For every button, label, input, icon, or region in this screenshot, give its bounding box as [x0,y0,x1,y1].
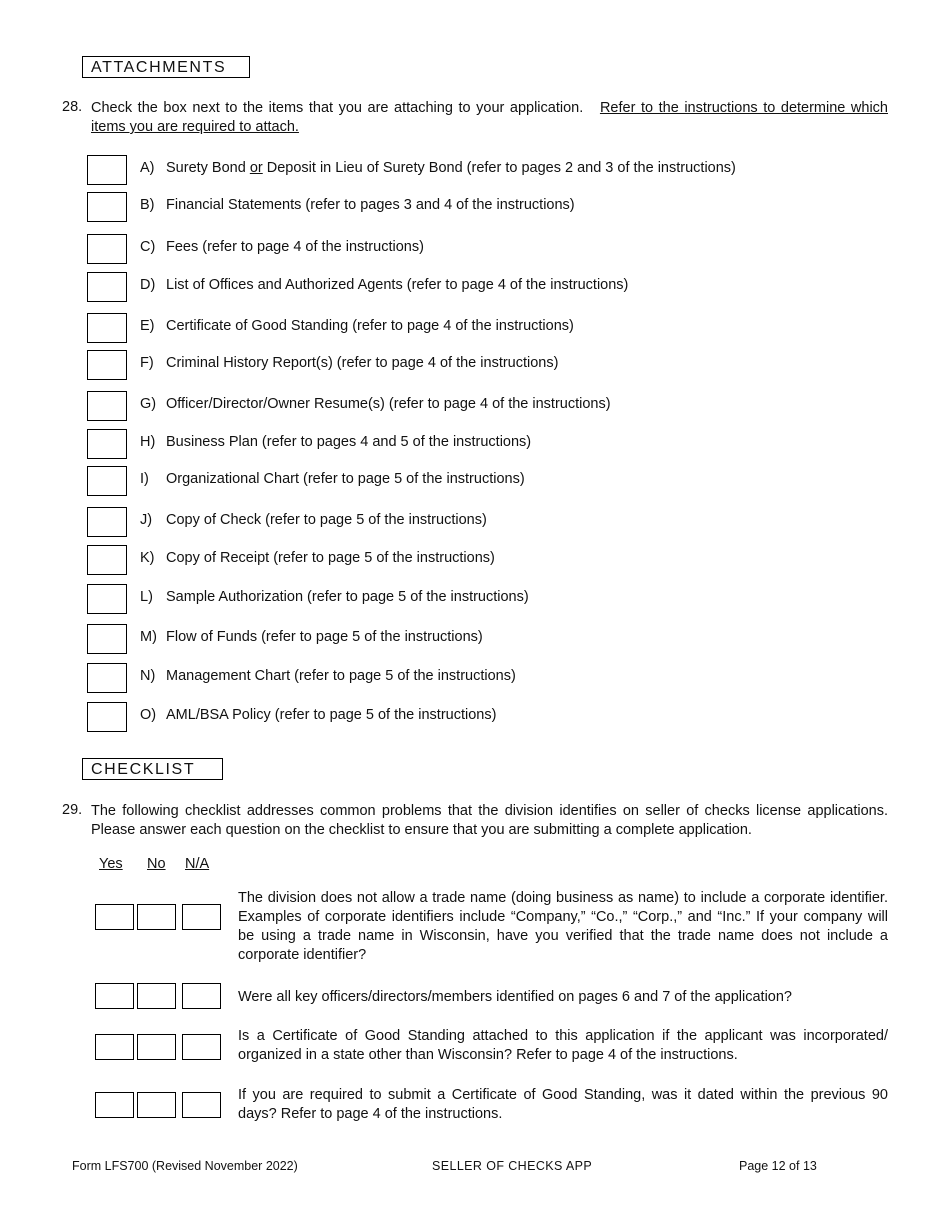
attachment-text: Certificate of Good Standing (refer to page 4 of the instructions) [166,318,574,334]
attachment-checkbox[interactable] [87,702,127,732]
attachment-item [87,155,887,185]
question-28-text [91,99,888,137]
attachment-checkbox[interactable] [87,313,127,343]
column-header-yes: Yes [99,856,123,872]
question-29-number: 29. [62,802,83,818]
attachment-text: Management Chart (refer to page 5 of the instructions) [166,668,516,684]
attachment-label [140,197,575,213]
attachment-text: AML/BSA Policy (refer to page 5 of the instructions) [166,707,497,723]
attachments-section-header: ATTACHMENTS [82,56,250,78]
attachment-letter: B) [140,197,155,213]
checkbox-na[interactable] [182,1034,221,1060]
checkbox-yes[interactable] [95,1034,134,1060]
attachment-label [140,318,574,334]
attachment-checkbox[interactable] [87,584,127,614]
checkbox-no[interactable] [137,1092,176,1118]
attachment-item [87,702,887,732]
attachment-letter: L) [140,589,153,605]
attachment-checkbox[interactable] [87,507,127,537]
attachment-text: Organizational Chart (refer to page 5 of the instructions) [166,471,525,487]
attachment-item [87,663,887,693]
column-header-na: N/A [185,856,210,872]
attachment-letter: N) [140,668,156,684]
attachment-item [87,624,887,654]
checkbox-yes[interactable] [95,904,134,930]
attachment-letter: I) [140,471,149,487]
question-29-text: The following checklist addresses common problems that the division identifies on seller of checks license applications. Please answer each question on the checklist to ensure that you are submitting a complete application. [91,803,888,838]
attachment-checkbox[interactable] [87,624,127,654]
attachment-label [140,589,529,605]
attachment-label [140,629,483,645]
attachment-letter: K) [140,550,155,566]
attachment-checkbox[interactable] [87,350,127,380]
attachment-text: Criminal History Report(s) (refer to page 4 of the instructions) [166,355,559,371]
attachment-label [140,707,496,723]
attachment-item [87,272,887,302]
checkbox-no[interactable] [137,983,176,1009]
checklist-question: Is a Certificate of Good Standing attached to this application if the applicant was incorporated/ organized in a state other than Wisconsin? Refer to page 4 of the instructions. [238,1028,888,1063]
attachment-checkbox[interactable] [87,663,127,693]
attachment-text: Copy of Receipt (refer to page 5 of the instructions) [166,550,495,566]
attachment-label [140,512,487,528]
attachment-text: Surety Bond [166,160,250,176]
attachment-item [87,584,887,614]
checkbox-no[interactable] [137,904,176,930]
attachment-item [87,192,887,222]
attachment-item [87,350,887,380]
checklist-question: The division does not allow a trade name (doing business as name) to include a corporate identifier. Examples of corporate identifiers include “Company,” “Co.,” “Corp.,” and “Inc.” If your company will be using a trade name in Wisconsin, have you verified that the trade name does not include a corporate identifier? [238,890,888,963]
attachment-item [87,545,887,575]
question-28-instruction-underlined: Refer to the instructions to determine which items you are required to attach. [91,100,888,135]
checkbox-yes[interactable] [95,1092,134,1118]
attachment-label [140,396,611,412]
attachment-item [87,391,887,421]
attachment-label [140,550,495,566]
attachment-label [140,668,516,684]
attachment-text: Business Plan (refer to pages 4 and 5 of the instructions) [166,434,532,450]
attachment-text: Copy of Check (refer to page 5 of the instructions) [166,512,487,528]
attachment-item [87,313,887,343]
attachment-label [140,239,424,255]
attachment-text: Officer/Director/Owner Resume(s) (refer to page 4 of the instructions) [166,396,611,412]
attachment-letter: O) [140,707,157,723]
attachment-label [140,471,525,487]
attachment-checkbox[interactable] [87,391,127,421]
attachment-checkbox[interactable] [87,192,127,222]
attachment-item [87,234,887,264]
footer-form-id: Form LFS700 (Revised November 2022) [72,1159,298,1173]
column-header-no: No [147,856,166,872]
attachment-label [140,434,531,450]
attachment-text-after: Deposit in Lieu of Surety Bond (refer to pages 2 and 3 of the instructions) [262,160,736,176]
attachment-letter: A) [140,160,155,176]
question-28-instruction: Check the box next to the items that you are attaching to your application. [91,100,584,116]
attachment-item [87,466,887,496]
attachment-label [140,277,628,293]
attachment-letter: J) [140,512,153,528]
attachment-text: Flow of Funds (refer to page 5 of the instructions) [166,629,483,645]
checkbox-na[interactable] [182,983,221,1009]
attachment-letter: F) [140,355,154,371]
attachment-letter: C) [140,239,156,255]
attachment-label [140,160,736,176]
attachment-checkbox[interactable] [87,466,127,496]
attachment-checkbox[interactable] [87,272,127,302]
checkbox-yes[interactable] [95,983,134,1009]
attachment-letter: G) [140,396,157,412]
attachment-checkbox[interactable] [87,234,127,264]
attachment-text: Financial Statements (refer to pages 3 and 4 of the instructions) [166,197,575,213]
attachment-letter: M) [140,629,157,645]
checklist-question: If you are required to submit a Certificate of Good Standing, was it dated within the previous 90 days? Refer to page 4 of the instructions. [238,1087,888,1122]
attachment-item [87,507,887,537]
checklist-question: Were all key officers/directors/members identified on pages 6 and 7 of the application? [238,989,792,1005]
attachment-text: List of Offices and Authorized Agents (refer to page 4 of the instructions) [166,277,629,293]
footer-title: SELLER OF CHECKS APP [432,1159,593,1173]
checkbox-na[interactable] [182,904,221,930]
attachment-item [87,429,887,459]
attachment-checkbox[interactable] [87,155,127,185]
checkbox-no[interactable] [137,1034,176,1060]
attachment-letter: E) [140,318,155,334]
checklist-section-header: CHECKLIST [82,758,223,780]
question-28-number: 28. [62,99,83,115]
checkbox-na[interactable] [182,1092,221,1118]
attachment-label [140,355,558,371]
attachment-text-underlined: or [249,160,263,176]
attachment-letter: H) [140,434,156,450]
attachment-checkbox[interactable] [87,429,127,459]
attachment-checkbox[interactable] [87,545,127,575]
attachment-text: Sample Authorization (refer to page 5 of the instructions) [166,589,529,605]
attachment-letter: D) [140,277,156,293]
footer-page-number: Page 12 of 13 [739,1159,817,1173]
attachment-text: Fees (refer to page 4 of the instructions) [166,239,424,255]
